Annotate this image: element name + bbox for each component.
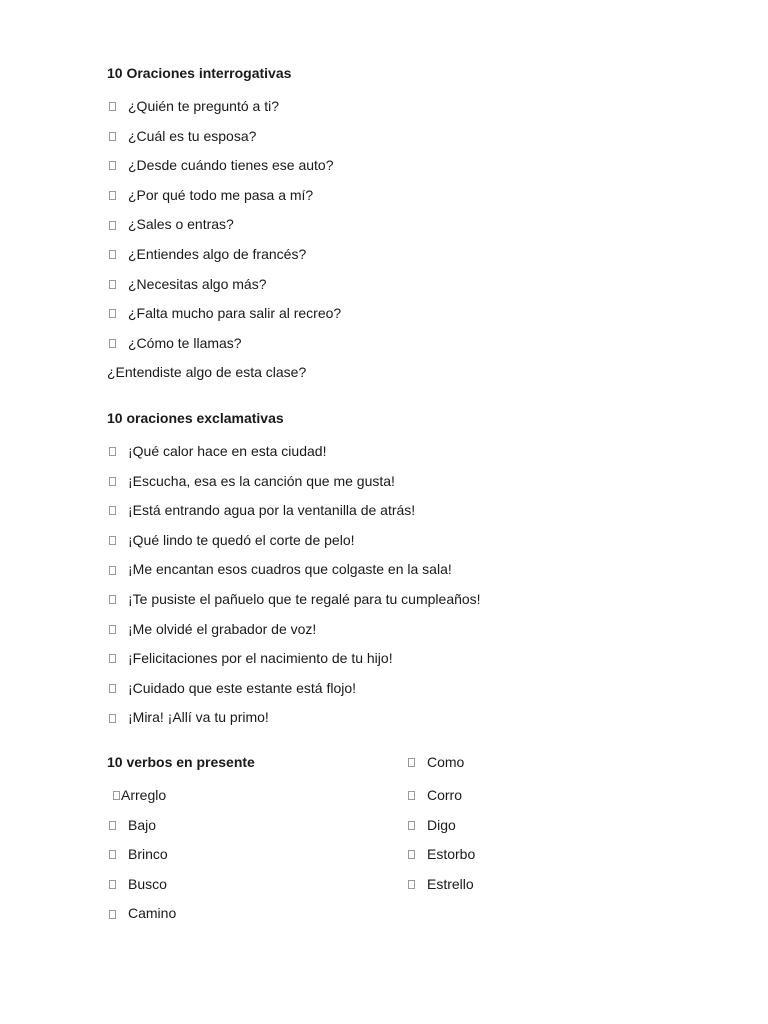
list-item [406, 870, 475, 900]
bullet-box-icon [109, 250, 116, 259]
section-verbos-left [107, 752, 255, 929]
bullet-box-icon [109, 910, 116, 919]
list-item-text: ¡Qué lindo te quedó el corte de pelo! [128, 531, 355, 548]
list-item [107, 811, 255, 841]
list-item [107, 270, 341, 300]
list-item [107, 781, 255, 811]
list-item [107, 615, 481, 645]
section-verbos-right [406, 752, 475, 899]
list-item [107, 840, 255, 870]
list-item-text: ¿Sales o entras? [128, 216, 234, 233]
list-item [107, 703, 481, 733]
list-item-text: Digo [427, 816, 456, 833]
list-item [107, 210, 341, 240]
bullet-box-icon [109, 821, 116, 830]
list-item-text: Como [427, 754, 465, 770]
list-item-text: ¡Mira! ¡Allí va tu primo! [128, 709, 269, 726]
list-item-text: ¡Te pusiste el pañuelo que te regalé para tu cumpleaños! [128, 590, 481, 607]
list-item-text: Estrello [427, 875, 474, 892]
list-item [107, 92, 341, 122]
bullet-list [107, 437, 481, 733]
list-item-text: ¿Necesitas algo más? [128, 275, 267, 292]
list-item [107, 674, 481, 704]
bullet-box-icon [109, 132, 116, 141]
section-interrogativas [107, 63, 341, 388]
list-item [107, 644, 481, 674]
bullet-box-icon [109, 161, 116, 170]
list-item [107, 467, 481, 497]
bullet-box-icon [408, 880, 415, 889]
list-item-text: ¡Me encantan esos cuadros que colgaste en la sala! [128, 561, 452, 578]
list-item [107, 555, 481, 585]
list-item-text: ¿Cuál es tu esposa? [128, 127, 257, 144]
bullet-box-icon [109, 506, 116, 515]
bullet-box-icon [109, 625, 116, 634]
list-item-text: ¿Entendiste algo de esta clase? [107, 364, 307, 381]
list-item [107, 496, 481, 526]
list-item-text: ¡Felicitaciones por el nacimiento de tu hijo! [128, 650, 393, 667]
bullet-box-icon [109, 654, 116, 663]
list-item-text: ¿Quién te preguntó a ti? [128, 98, 279, 114]
bullet-box-icon [109, 566, 116, 575]
list-item-text: Corro [427, 787, 463, 803]
bullet-box-icon [408, 791, 415, 800]
bullet-box-icon [408, 850, 415, 859]
list-item [107, 437, 481, 467]
bullet-box-icon [109, 280, 116, 289]
list-item [107, 299, 341, 329]
list-item-text: Camino [128, 905, 177, 922]
list-item [107, 329, 341, 359]
bullet-list [107, 92, 341, 388]
bullet-box-icon [109, 309, 116, 318]
bullet-box-icon [408, 758, 415, 767]
list-item-text: Bajo [128, 816, 157, 833]
section-title: 10 oraciones exclamativas [107, 410, 284, 426]
bullet-box-icon [109, 684, 116, 693]
section-title: 10 verbos en presente [107, 754, 255, 770]
list-item-text: ¿Por qué todo me pasa a mí? [128, 186, 314, 203]
list-item [107, 122, 341, 152]
bullet-box-icon [109, 595, 116, 604]
list-item-text: ¡Me olvidé el grabador de voz! [128, 620, 317, 637]
bullet-box-icon [109, 221, 116, 230]
list-item [107, 585, 481, 615]
list-item-text: Arreglo [121, 787, 167, 803]
list-item [406, 752, 475, 772]
list-item-text: ¡Está entrando agua por la ventanilla de atrás! [128, 502, 416, 519]
bullet-box-icon [109, 339, 116, 348]
bullet-box-icon [109, 477, 116, 486]
list-item-text: ¡Escucha, esa es la canción que me gusta! [128, 472, 395, 489]
bullet-box-icon [109, 447, 116, 456]
bullet-box-icon [113, 791, 120, 800]
list-item-text: Busco [128, 875, 167, 892]
bullet-box-icon [109, 536, 116, 545]
section-title: 10 Oraciones interrogativas [107, 65, 292, 81]
list-item-text: ¡Qué calor hace en esta ciudad! [128, 443, 327, 459]
list-item-text: ¿Entiendes algo de francés? [128, 245, 307, 262]
list-item [107, 870, 255, 900]
list-item [107, 899, 255, 929]
bullet-box-icon [408, 821, 415, 830]
list-item-text: Brinco [128, 846, 168, 863]
list-item-last [107, 358, 341, 388]
list-item [406, 781, 475, 811]
list-item-text: ¿Cómo te llamas? [128, 334, 242, 351]
list-item-text: ¡Cuidado que este estante está flojo! [128, 679, 357, 696]
list-item-text: ¿Falta mucho para salir al recreo? [128, 305, 342, 322]
bullet-box-icon [109, 880, 116, 889]
list-item-text: Estorbo [427, 846, 476, 863]
section-exclamativas [107, 408, 481, 733]
list-item [107, 526, 481, 556]
bullet-box-icon [109, 850, 116, 859]
list-item [107, 240, 341, 270]
list-item-text: ¿Desde cuándo tienes ese auto? [128, 157, 334, 174]
list-item [107, 181, 341, 211]
bullet-box-icon [109, 102, 116, 111]
bullet-box-icon [109, 714, 116, 723]
bullet-box-icon [109, 191, 116, 200]
list-item [406, 811, 475, 841]
list-item [406, 840, 475, 870]
list-item [107, 151, 341, 181]
verb-list-left [107, 781, 255, 929]
verb-list-right [406, 752, 475, 899]
